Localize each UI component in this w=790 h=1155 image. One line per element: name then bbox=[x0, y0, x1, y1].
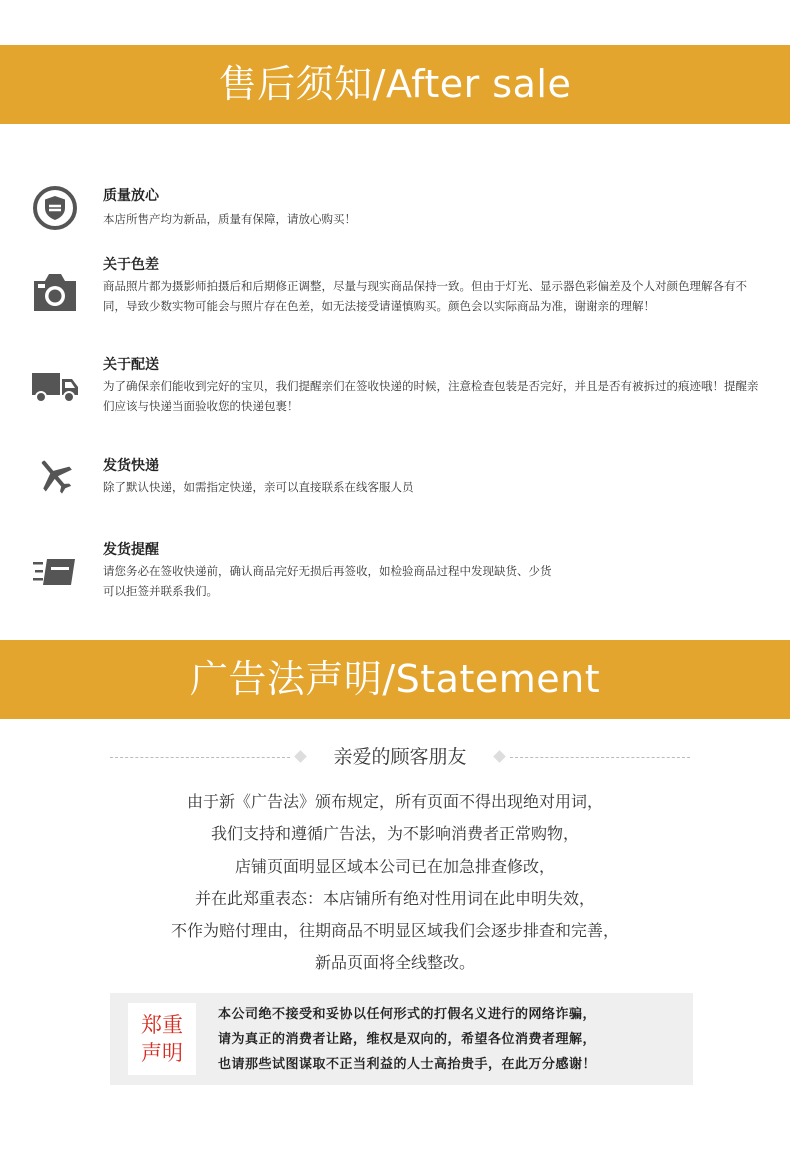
statement-line: 我们支持和遵循广告法，为不影响消费者正常购物， bbox=[210, 824, 579, 844]
truck-icon bbox=[30, 362, 80, 412]
item-title: 关于配送 bbox=[103, 357, 159, 373]
greeting-row bbox=[110, 742, 690, 772]
statement-line: 由于新《广告法》颁布规定，所有页面不得出现绝对用词， bbox=[186, 792, 603, 811]
seal-line: 郑重 bbox=[141, 1013, 183, 1037]
notice-text bbox=[218, 1002, 688, 1077]
item-desc-line: 请您务必在签收快递前，确认商品完好无损后再签收，如检验商品过程中发现缺货、少货 bbox=[103, 564, 552, 578]
item-desc-line: 可以拒签并联系我们。 bbox=[103, 584, 218, 598]
item-title: 质量放心 bbox=[103, 188, 159, 204]
statement-line: 店铺页面明显区域本公司已在加急排查修改， bbox=[234, 856, 555, 876]
notice-line: 本公司绝不接受和妥协以任何形式的打假名义进行的网络诈骗， bbox=[218, 1007, 597, 1022]
item-desc bbox=[103, 561, 763, 601]
after-sale-title: 售后须知/After sale bbox=[218, 62, 572, 106]
item-desc: 为了确保亲们能收到完好的宝贝，我们提醒亲们在签收快递的时候，注意检查包装是否完好，并且是否有被拆过的痕迹哦！提醒亲们应该与快递当面验收您的快递包裹！ bbox=[103, 379, 759, 413]
after-sale-banner bbox=[0, 45, 790, 124]
item-title: 发货快递 bbox=[103, 458, 159, 474]
delivery-icon bbox=[30, 547, 80, 597]
greeting-text: 亲爱的顾客朋友 bbox=[333, 746, 467, 768]
item-desc: 商品照片都为摄影师拍摄后和后期修正调整，尽量与现实商品保持一致。但由于灯光、显示器色彩偏差及个人对颜色理解各有不同，导致少数实物可能会与照片存在色差，如无法接受请谨慎购买。颜色会以实际商品为准，谢谢亲的理解！ bbox=[103, 279, 747, 313]
item-desc: 除了默认快递，如需指定快递，亲可以直接联系在线客服人员 bbox=[103, 480, 414, 494]
item-title: 关于色差 bbox=[103, 257, 159, 273]
statement-body bbox=[0, 786, 790, 980]
statement-title: 广告法声明/Statement bbox=[189, 657, 601, 701]
notice-line: 也请那些试图谋取不正当利益的人士高抬贵手，在此万分感谢！ bbox=[218, 1057, 597, 1072]
seal-stamp bbox=[128, 1003, 196, 1075]
item-desc: 本店所售产均为新品，质量有保障，请放心购买！ bbox=[103, 212, 356, 226]
notice-box bbox=[110, 993, 693, 1085]
statement-line: 不作为赔付理由，往期商品不明显区域我们会逐步排查和完善， bbox=[170, 921, 619, 941]
divider bbox=[510, 757, 690, 758]
statement-line: 并在此郑重表态：本店铺所有绝对性用词在此申明失效， bbox=[194, 888, 595, 908]
notice-line: 请为真正的消费者让路，维权是双向的，希望各位消费者理解， bbox=[218, 1032, 597, 1047]
shield-icon bbox=[30, 183, 80, 233]
statement-banner bbox=[0, 640, 790, 719]
seal-line: 声明 bbox=[141, 1041, 183, 1065]
camera-icon bbox=[30, 267, 80, 317]
airplane-icon bbox=[30, 451, 80, 501]
item-title: 发货提醒 bbox=[103, 542, 159, 558]
statement-line: 新品页面将全线整改。 bbox=[314, 953, 475, 973]
